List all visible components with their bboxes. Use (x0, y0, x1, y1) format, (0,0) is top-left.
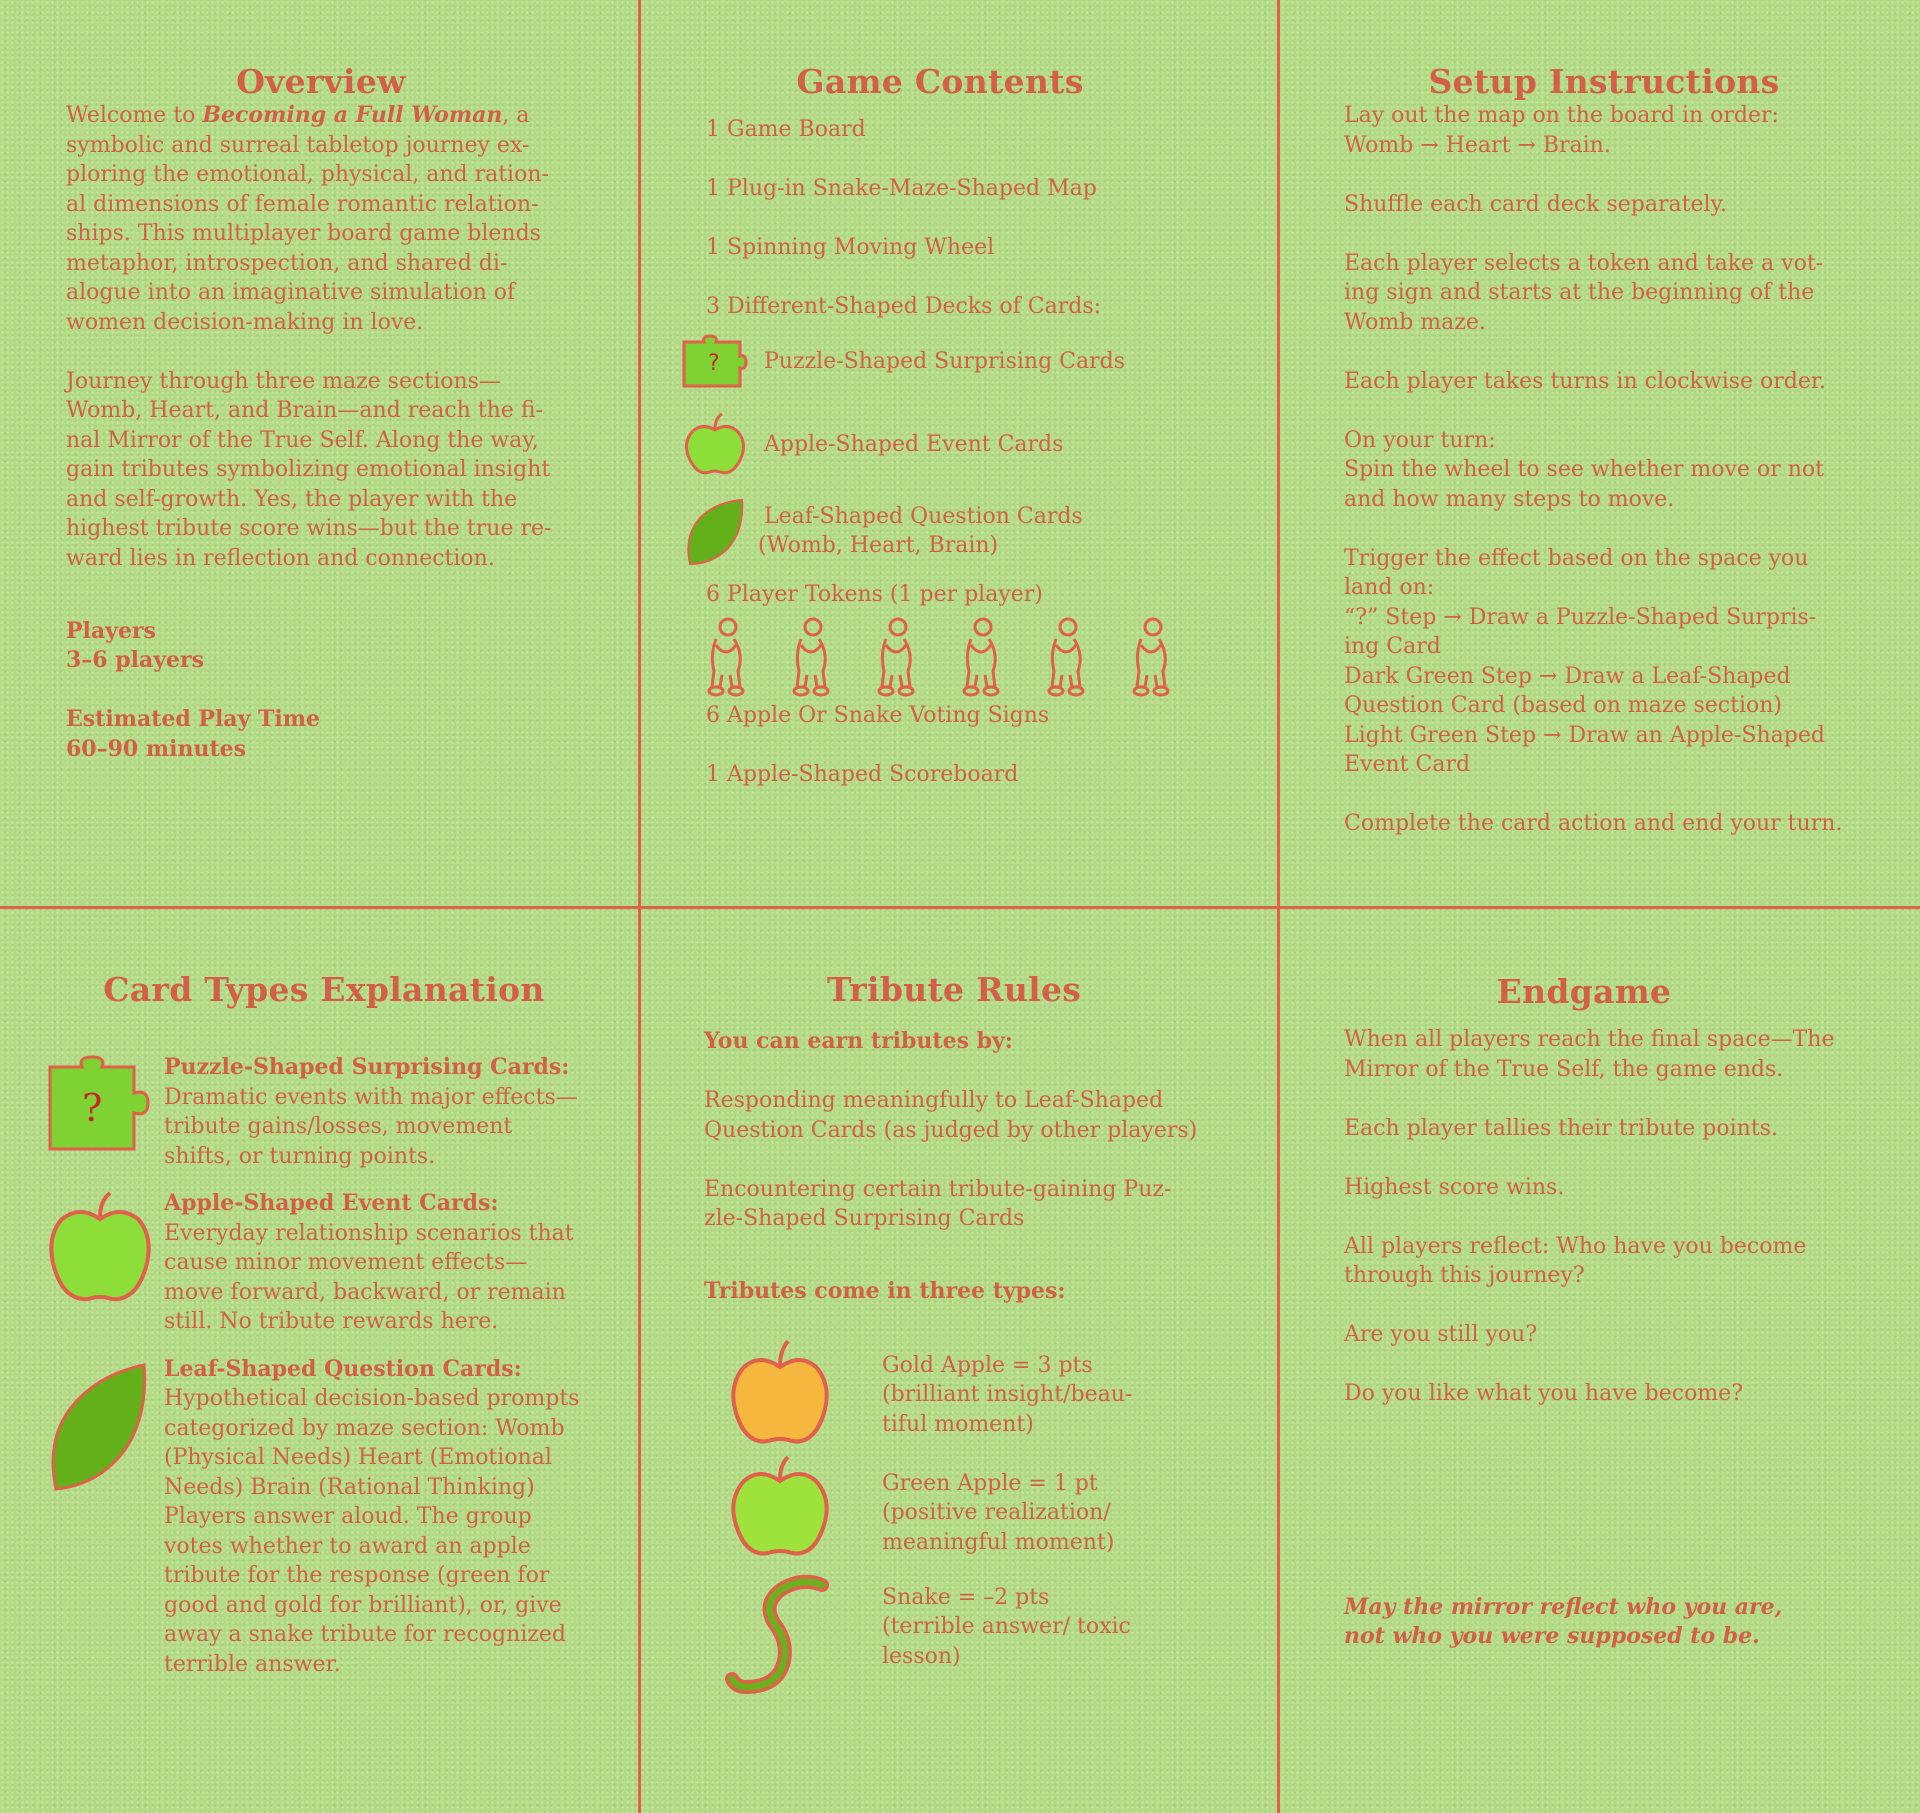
journey-line: ward lies in reflection and connection. (66, 545, 495, 571)
leaf-card-line: Hypothetical decision-based prompts (164, 1386, 580, 1411)
puzzle-card-explanation (44, 1053, 614, 1171)
closing-line: not who you were supposed to be. (1344, 1623, 1760, 1649)
overview-journey (66, 367, 576, 574)
green-apple-line: (positive realization/ (882, 1500, 1111, 1525)
contents-leaf-cards: Leaf-Shaped Question Cards (764, 503, 1083, 529)
green-apple-icon (722, 1455, 842, 1563)
leaf-card-line: terrible answer. (164, 1651, 341, 1677)
journey-line: and self-growth. Yes, the player with the (66, 486, 518, 512)
contents-panel (680, 62, 1240, 790)
setup-line: On your turn: (1344, 427, 1496, 453)
setup-line: Lay out the map on the board in order: (1344, 103, 1779, 128)
snake-line: (terrible answer/ toxic (882, 1614, 1131, 1639)
leaf-card-line: away a snake tribute for recognized (164, 1622, 566, 1647)
closing-line: May the mirror reflect who you are, (1344, 1593, 1783, 1620)
overview-title: Overview (236, 62, 406, 101)
journey-line: Womb, Heart, and Brain—and reach the fi- (66, 398, 543, 423)
setup-line: and how many steps to move. (1344, 486, 1675, 512)
endgame-line: Mirror of the True Self, the game ends. (1344, 1056, 1784, 1082)
endgame-line: All players reflect: Who have you become (1344, 1233, 1807, 1259)
setup-line: Dark Green Step → Draw a Leaf-Shaped (1344, 663, 1791, 689)
snake-icon (722, 1571, 842, 1701)
cardtypes-title: Card Types Explanation (103, 970, 545, 1009)
gold-apple-line: Gold Apple = 3 pts (882, 1352, 1093, 1378)
contents-decks: 3 Different-Shaped Decks of Cards: (706, 294, 1102, 319)
puzzle-card-heading: Puzzle-Shaped Surprising Cards: (164, 1054, 570, 1080)
endgame-line: Do you like what you have become? (1344, 1381, 1743, 1406)
apple-card-line: Everyday relationship scenarios that (164, 1220, 574, 1246)
intro-line: metaphor, introspection, and shared di- (66, 250, 508, 276)
leaf-card-explanation (44, 1355, 614, 1680)
earn-line: Question Cards (as judged by other players) (704, 1117, 1198, 1143)
intro-text: Welcome to (66, 103, 203, 128)
contents-puzzle-cards: Puzzle-Shaped Surprising Cards (764, 348, 1125, 374)
gold-apple-icon (722, 1339, 842, 1451)
contents-title: Game Contents (796, 62, 1084, 101)
playtime-value: 60–90 minutes (66, 735, 247, 762)
player-token-icon (955, 615, 1007, 699)
player-token-icon (1125, 615, 1177, 699)
player-token-icon (785, 615, 837, 699)
apple-card-line: cause minor movement effects— (164, 1250, 528, 1275)
game-name: Becoming a Full Woman (202, 102, 503, 128)
endgame-line: Are you still you? (1344, 1322, 1538, 1347)
leaf-card-icon (44, 1355, 154, 1495)
tribute-title: Tribute Rules (826, 970, 1082, 1009)
leaf-card-line: tribute for the response (green for (164, 1563, 550, 1588)
gold-apple-line: tiful moment) (882, 1411, 1034, 1437)
cardtypes-panel (44, 970, 614, 1697)
setup-line: ing Card (1344, 634, 1441, 659)
green-apple-tribute (704, 1469, 1264, 1563)
earn-line: Encountering certain tribute-gaining Puz- (704, 1176, 1172, 1202)
contents-board: 1 Game Board (706, 117, 866, 142)
types-heading: Tributes come in three types: (704, 1278, 1066, 1304)
intro-line: symbolic and surreal tabletop journey ex- (66, 132, 530, 158)
intro-line: women decision-making in love. (66, 309, 424, 335)
leaf-card-line: Players answer aloud. The group (164, 1504, 532, 1529)
puzzle-card-icon (44, 1053, 154, 1153)
contents-tokens: 6 Player Tokens (1 per player) (706, 581, 1043, 607)
puzzle-card-line: Dramatic events with major effects— (164, 1084, 578, 1110)
endgame-line: through this journey? (1344, 1263, 1585, 1288)
apple-card-line: move forward, backward, or remain (164, 1279, 566, 1305)
leaf-card-icon (680, 496, 750, 568)
apple-card-heading: Apple-Shaped Event Cards: (164, 1190, 499, 1216)
journey-line: gain tributes symbolizing emotional insight (66, 457, 551, 482)
earn-line: Responding meaningfully to Leaf-Shaped (704, 1088, 1164, 1113)
setup-line: ing sign and starts at the beginning of the (1344, 280, 1815, 305)
setup-line: Light Green Step → Draw an Apple-Shaped (1344, 722, 1825, 748)
puzzle-card-icon (680, 334, 750, 390)
green-apple-line: meaningful moment) (882, 1529, 1115, 1555)
puzzle-card-line: shifts, or turning points. (164, 1143, 436, 1169)
overview-intro (66, 101, 576, 337)
setup-line: Womb → Heart → Brain. (1344, 132, 1611, 158)
contents-map: 1 Plug-in Snake-Maze-Shaped Map (706, 176, 1097, 201)
intro-line: alogue into an imaginative simulation of (66, 280, 516, 305)
intro-line: ships. This multiplayer board game blends (66, 221, 541, 246)
setup-line: Womb maze. (1344, 309, 1486, 335)
green-apple-line: Green Apple = 1 pt (882, 1470, 1098, 1496)
endgame-panel (1344, 972, 1884, 1652)
earn-line: zle-Shaped Surprising Cards (704, 1206, 1025, 1231)
journey-line: highest tribute score wins—but the true re- (66, 516, 552, 541)
leaf-card-line: Needs) Brain (Rational Thinking) (164, 1474, 535, 1500)
panel-divider (0, 906, 1920, 909)
players-value: 3–6 players (66, 647, 205, 673)
intro-line: ploring the emotional, physical, and ration- (66, 162, 549, 187)
setup-line: Each player takes turns in clockwise order. (1344, 368, 1827, 394)
setup-line: Event Card (1344, 752, 1471, 777)
player-token-icon (870, 615, 922, 699)
svg-text:?: ? (708, 350, 720, 376)
snake-line: Snake = –2 pts (882, 1584, 1050, 1610)
leaf-card-line: categorized by maze section: Womb (164, 1415, 565, 1441)
setup-line: Each player selects a token and take a vot- (1344, 250, 1824, 276)
apple-card-explanation (44, 1189, 614, 1337)
setup-title: Setup Instructions (1428, 62, 1780, 101)
endgame-line: When all players reach the final space—The (1344, 1027, 1835, 1052)
contents-signs: 6 Apple Or Snake Voting Signs (706, 703, 1050, 728)
journey-line: Journey through three maze sections— (66, 368, 501, 394)
endgame-line: Highest score wins. (1344, 1174, 1565, 1200)
contents-wheel: 1 Spinning Moving Wheel (706, 235, 995, 260)
setup-line: Spin the wheel to see whether move or not (1344, 457, 1824, 482)
leaf-card-line: votes whether to award an apple (164, 1533, 531, 1559)
leaf-card-line: (Physical Needs) Heart (Emotional (164, 1445, 552, 1470)
setup-line: Complete the card action and end your turn. (1344, 811, 1843, 836)
intro-text: , a (502, 103, 530, 128)
gold-apple-tribute (704, 1351, 1264, 1451)
puzzle-card-line: tribute gains/losses, movement (164, 1114, 513, 1139)
player-token-icon (700, 615, 752, 699)
contents-scoreboard: 1 Apple-Shaped Scoreboard (706, 762, 1019, 787)
setup-line: Question Card (based on maze section) (1344, 693, 1783, 718)
snake-tribute (704, 1583, 1264, 1701)
setup-line: Trigger the effect based on the space you (1344, 545, 1809, 571)
journey-line: nal Mirror of the True Self. Along the way, (66, 427, 539, 453)
contents-apple-cards: Apple-Shaped Event Cards (764, 431, 1064, 457)
apple-card-icon (44, 1189, 156, 1309)
gold-apple-line: (brilliant insight/beau- (882, 1382, 1133, 1407)
players-label: Players (66, 617, 156, 644)
player-tokens (688, 615, 1240, 699)
snake-line: lesson) (882, 1643, 961, 1669)
intro-line: al dimensions of female romantic relation- (66, 191, 539, 217)
overview-panel (66, 62, 576, 764)
apple-card-line: still. No tribute rewards here. (164, 1309, 499, 1334)
tribute-panel (704, 970, 1264, 1701)
setup-line: land on: (1344, 575, 1435, 600)
endgame-line: Each player tallies their tribute points. (1344, 1115, 1778, 1141)
earn-heading: You can earn tributes by: (704, 1028, 1013, 1054)
contents-leaf-sections: (Womb, Heart, Brain) (758, 533, 999, 558)
setup-steps (1344, 101, 1884, 839)
player-token-icon (1040, 615, 1092, 699)
leaf-card-heading: Leaf-Shaped Question Cards: (164, 1355, 522, 1382)
setup-panel (1344, 62, 1884, 839)
playtime-label: Estimated Play Time (66, 706, 321, 732)
leaf-card-line: good and gold for brilliant), or, give (164, 1592, 562, 1618)
svg-text:?: ? (82, 1086, 103, 1130)
setup-line: Shuffle each card deck separately. (1344, 191, 1728, 217)
setup-line: “?” Step → Draw a Puzzle-Shaped Surpris- (1344, 604, 1817, 630)
endgame-title: Endgame (1496, 972, 1672, 1011)
apple-card-icon (680, 412, 750, 478)
